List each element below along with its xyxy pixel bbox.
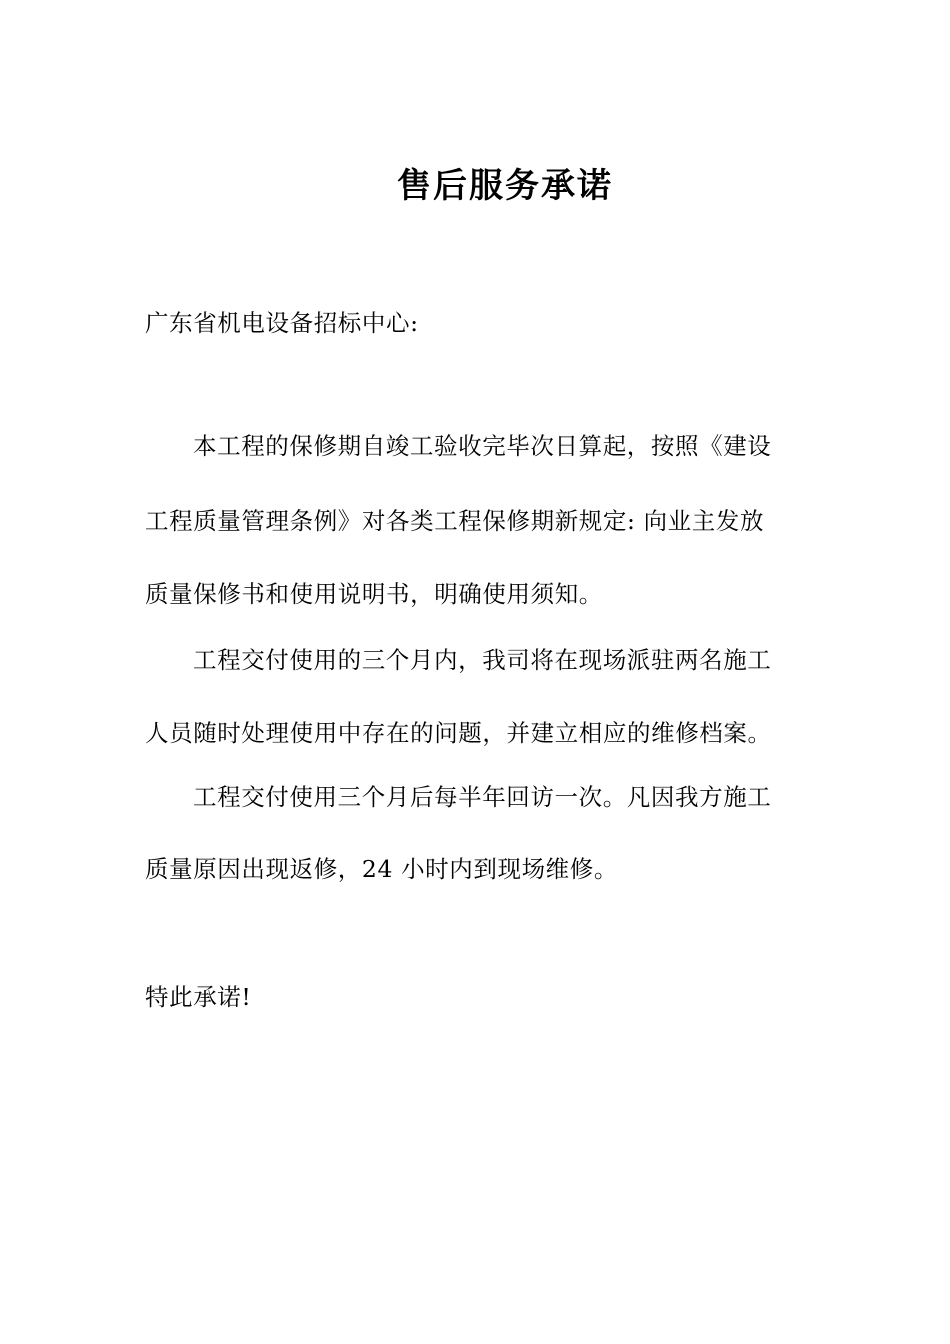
paragraph-2-line-2: 人员随时处理使用中存在的问题，并建立相应的维修档案。 [145, 719, 772, 747]
paragraph-3-line-1: 工程交付使用三个月后每半年回访一次。凡因我方施工 [193, 783, 772, 811]
paragraph-1-line-1: 本工程的保修期自竣工验收完毕次日算起，按照《建设 [193, 432, 772, 460]
salutation: 广东省机电设备招标中心: [145, 309, 419, 337]
document-title: 售后服务承诺 [397, 166, 613, 206]
paragraph-1-line-3: 质量保修书和使用说明书，明确使用须知。 [145, 580, 603, 608]
paragraph-2-line-1: 工程交付使用的三个月内，我司将在现场派驻两名施工 [193, 646, 772, 674]
paragraph-3-line-2: 质量原因出现返修，24 小时内到现场维修。 [145, 855, 618, 883]
paragraph-1-line-2: 工程质量管理条例》对各类工程保修期新规定: 向业主发放 [145, 507, 765, 535]
closing-statement: 特此承诺! [145, 983, 252, 1011]
